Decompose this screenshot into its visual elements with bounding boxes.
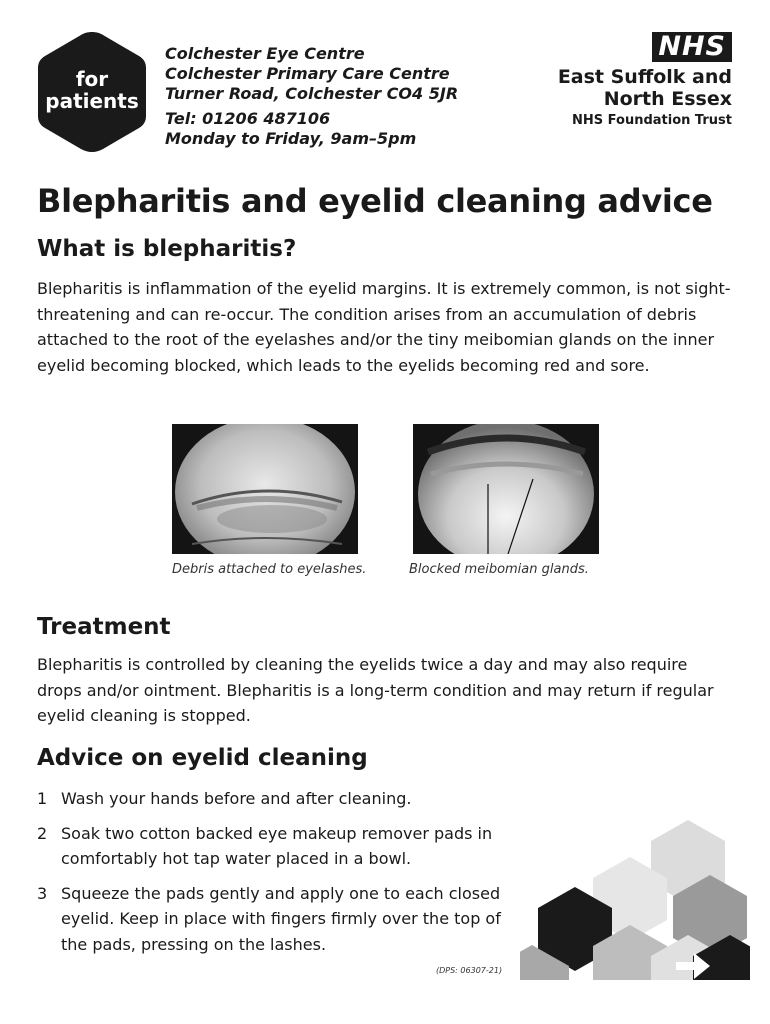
badge-line-2: patients [45, 89, 139, 113]
address-hours: Monday to Friday, 9am–5pm [165, 129, 417, 148]
trust-name-line-2: North Essex [603, 88, 732, 110]
badge-line-1: for [75, 67, 109, 91]
what-body: Blepharitis is inflammation of the eyelid margins. It is extremely common, is not sight-threatening and can re-occur. The condition arises from an accumulation of debris attached to the root of the eyelashes and/or the tiny meibomian glands on the inner eyelid becoming blocked, which leads to the eyelids becoming red and sore. [37, 279, 731, 375]
trust-subtitle: NHS Foundation Trust [572, 113, 732, 128]
address-line-3: Turner Road, Colchester CO4 5JR [165, 84, 459, 103]
dps-code: (DPS: 06307-21) [436, 966, 503, 975]
advice-heading: Advice on eyelid cleaning [37, 745, 368, 771]
step-number: 3 [37, 883, 48, 903]
step-number: 2 [37, 823, 48, 843]
advice-step [37, 821, 557, 872]
clinic-address [165, 44, 458, 149]
arrow-right-icon[interactable] [672, 948, 714, 984]
what-heading: What is blepharitis? [37, 236, 297, 262]
photo-caption-1: Debris attached to eyelashes. [172, 562, 367, 577]
advice-steps-list [37, 786, 557, 966]
for-patients-badge [36, 30, 148, 154]
step-text: Squeeze the pads gently and apply one to each closed eyelid. Keep in place with fingers firmly over the top of the pads, pressing on the lashes. [61, 883, 501, 954]
treatment-body: Blepharitis is controlled by cleaning the eyelids twice a day and may also require drops and/or ointment. Blepharitis is a long-term condition and may return if regular eyelid cleaning is stopped. [37, 655, 714, 725]
step-number: 1 [37, 789, 48, 808]
step-text: Soak two cotton backed eye makeup remover pads in comfortably hot tap water placed in a bowl. [61, 823, 493, 868]
address-line-1: Colchester Eye Centre [165, 44, 365, 63]
photo-caption-2: Blocked meibomian glands. [409, 562, 589, 577]
address-tel: Tel: 01206 487106 [165, 109, 331, 128]
step-text: Wash your hands before and after cleaning. [61, 789, 412, 808]
address-line-2: Colchester Primary Care Centre [165, 64, 450, 83]
nhs-logo: NHS [652, 32, 732, 62]
advice-step [37, 881, 531, 958]
advice-step [37, 786, 557, 812]
page-title: Blepharitis and eyelid cleaning advice [37, 182, 713, 220]
decorative-hexagons [520, 815, 750, 980]
trust-name-line-1: East Suffolk and [557, 66, 732, 88]
blocked-glands-photo [413, 424, 599, 554]
debris-eyelashes-photo [172, 424, 358, 554]
nhs-trust-block [558, 32, 732, 130]
treatment-heading: Treatment [37, 614, 171, 640]
